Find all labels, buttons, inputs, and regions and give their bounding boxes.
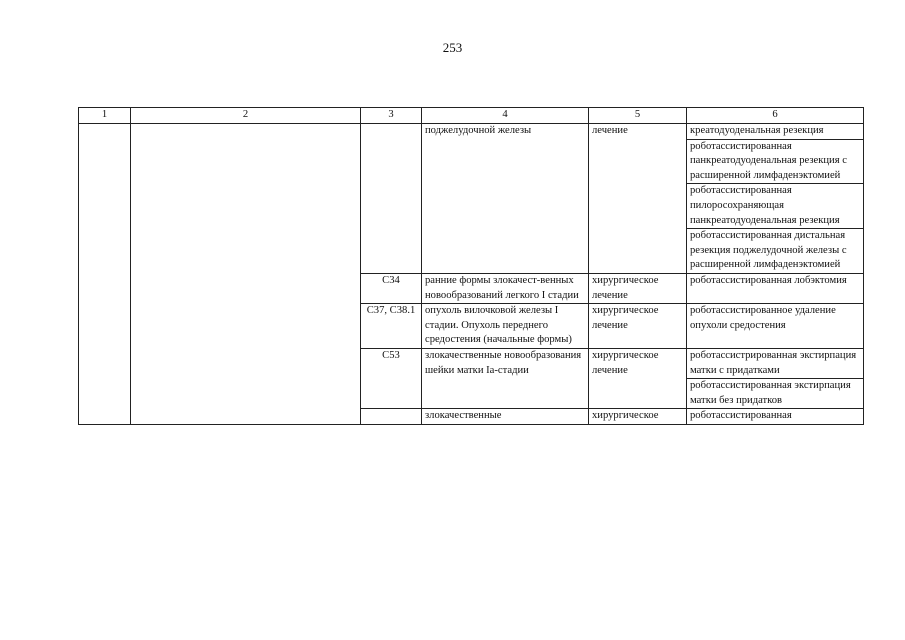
treatment-cell: лечение bbox=[589, 124, 687, 274]
column-header: 1 bbox=[79, 108, 131, 124]
medical-procedures-table bbox=[78, 107, 864, 425]
code-cell bbox=[361, 409, 422, 425]
condition-cell: поджелудочной железы bbox=[422, 124, 589, 274]
column-2-cell bbox=[131, 124, 361, 425]
page-number: 253 bbox=[442, 40, 463, 55]
treatment-cell: хирургическое лечение bbox=[589, 348, 687, 408]
column-header: 3 bbox=[361, 108, 422, 124]
method-cell: роботассистированное удаление опухоли средостения bbox=[687, 304, 864, 349]
method-cell: роботассистированная экстирпация матки без придатков bbox=[687, 379, 864, 409]
code-cell: C37, C38.1 bbox=[361, 304, 422, 349]
method-cell: роботассистированная пилоросохраняющая панкреатодуоденальная резекция bbox=[687, 184, 864, 229]
column-header: 6 bbox=[687, 108, 864, 124]
condition-cell: опухоль вилочковой железы I стадии. Опухоль переднего средостения (начальные формы) bbox=[422, 304, 589, 349]
method-cell: роботассистрированная экстирпация матки с придатками bbox=[687, 348, 864, 378]
code-cell bbox=[361, 124, 422, 274]
method-cell: роботассистированная bbox=[687, 409, 864, 425]
method-cell: роботассистированная дистальная резекция поджелудочной железы с расширенной лимфаденэктомией bbox=[687, 229, 864, 274]
code-cell: C34 bbox=[361, 273, 422, 303]
column-header: 2 bbox=[131, 108, 361, 124]
method-cell: роботассистированная лобэктомия bbox=[687, 273, 864, 303]
column-header: 4 bbox=[422, 108, 589, 124]
treatment-cell: хирургическое bbox=[589, 409, 687, 425]
treatment-cell: хирургическое лечение bbox=[589, 304, 687, 349]
method-cell: креатодуоденальная резекция bbox=[687, 124, 864, 140]
condition-cell: злокачественные bbox=[422, 409, 589, 425]
table-header-row bbox=[79, 108, 864, 124]
condition-cell: злокачественные новообразования шейки матки Ia-стадии bbox=[422, 348, 589, 408]
treatment-cell: хирургическое лечение bbox=[589, 273, 687, 303]
column-header: 5 bbox=[589, 108, 687, 124]
column-1-cell bbox=[79, 124, 131, 425]
condition-cell: ранние формы злокачест-венных новообразований легкого I стадии bbox=[422, 273, 589, 303]
code-cell: C53 bbox=[361, 348, 422, 408]
table-row bbox=[79, 124, 864, 140]
method-cell: роботассистированная панкреатодуоденальная резекция с расширенной лимфаденэктомией bbox=[687, 139, 864, 184]
